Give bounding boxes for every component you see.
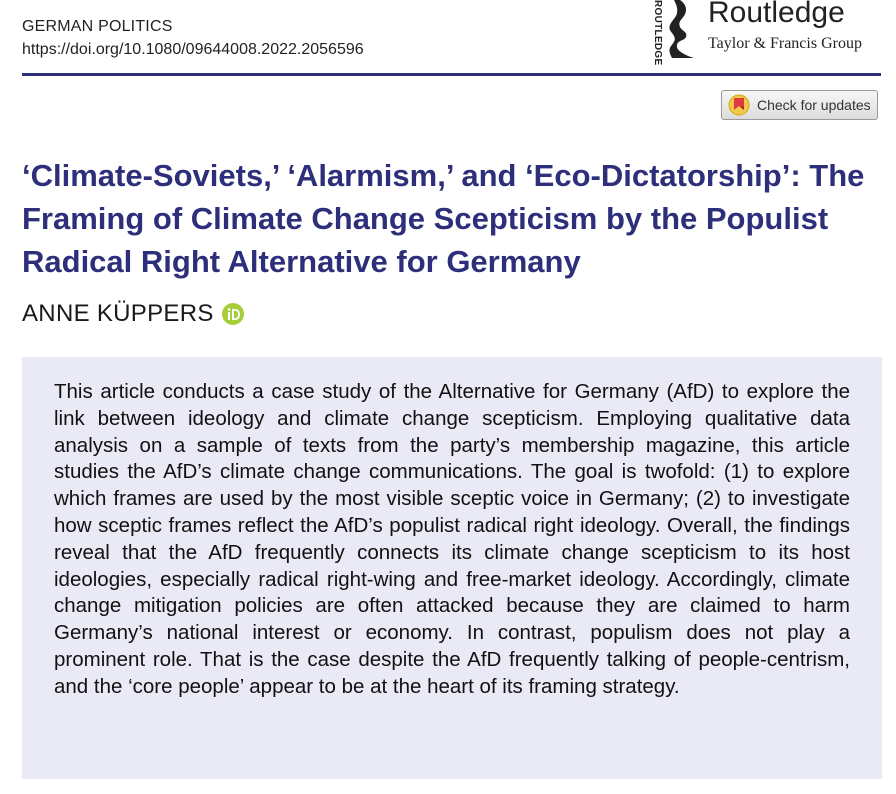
publisher-group: Taylor & Francis Group [708,35,862,52]
publisher-logo [646,0,886,66]
journal-name: GERMAN POLITICS [22,18,173,35]
abstract-text: This article conducts a case study of the Alternative for Germany (AfD) to explore the link between ideology and climate change scepticism. Employing qualitative data analysis on a sample of texts from the party’s membership magazine, this article studies the AfD’s climate change communications. The goal is twofold: (1) to explore which frames are used by the most visible sceptic voice in Germany; (2) to investigate how sceptic frames reflect the AfD’s populist radical right ideology. Overall, the findings reveal that the AfD frequently connects its climate change scepticism to its host ideologies, especially radical right-wing and free-market ideology. Accordingly, climate change mitigation policies are often attacked because they are claimed to harm Germany’s national interest or economy. In contrast, populism does not play a prominent role. That is the case despite the AfD frequently talking of people-centrism, and the ‘core people’ appear to be at the heart of its framing strategy. [54,380,850,698]
orcid-icon[interactable] [222,303,244,325]
check-for-updates-button[interactable] [721,90,878,120]
header-rule [22,73,881,76]
journal-header [22,16,364,62]
crossmark-icon [728,94,750,116]
article-title: ‘Climate-Soviets,’ ‘Alarmism,’ and ‘Eco-Dictatorship’: The Framing of Climate Change Scepticism by the Populist Radical Right Alternative for Germany [22,158,865,279]
author-line [22,298,244,330]
doi-link[interactable]: https://doi.org/10.1080/09644008.2022.2056596 [22,41,364,58]
publisher-side-label: ROUTLEDGE [652,0,663,66]
author-name: ANNE KÜPPERS [22,300,214,327]
routledge-head-logo-icon [666,0,696,58]
check-for-updates-label: Check for updates [757,97,871,113]
abstract-box [22,357,882,779]
publisher-name: Routledge [708,0,845,29]
